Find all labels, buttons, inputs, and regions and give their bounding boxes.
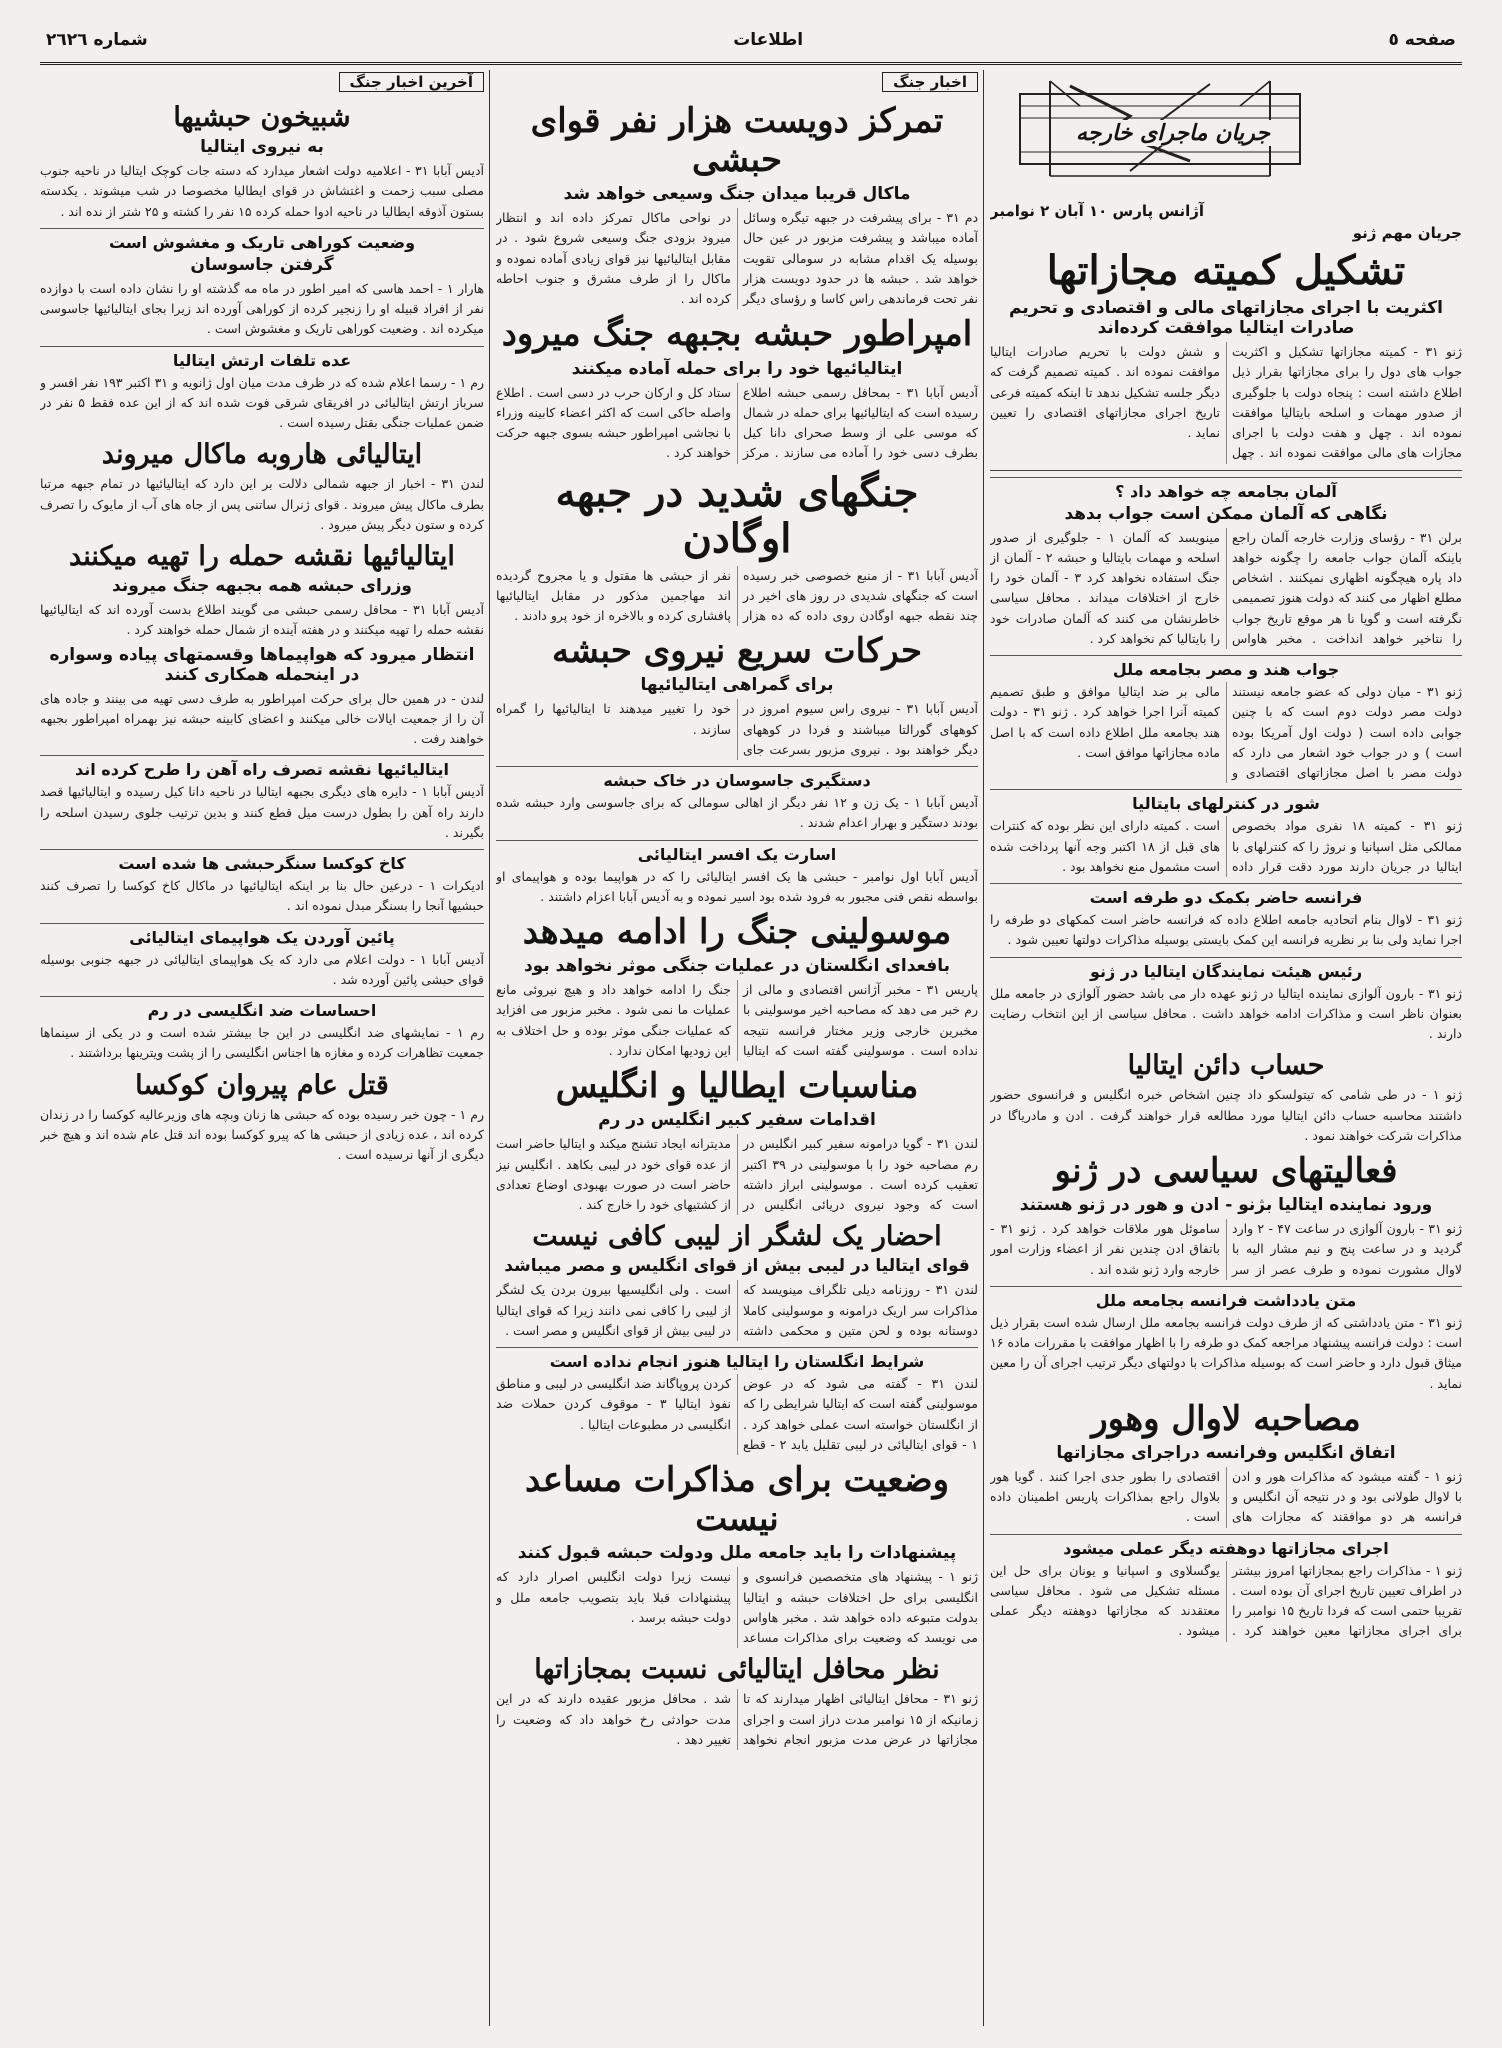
headline: حرکات سریع نیروی حبشه <box>552 631 922 672</box>
article-body: ژنو ۳۱ - کمیته ۱۸ نفری مواد بخصوص ممالکی مثل اسپانیا و نروژ را که کنترلهای با ایتالیا در جریان دارند مورد دقت قرار داده است . کمیته دارای این نظر بوده که کنترات های قبل از ۱۸ اکتبر وجه آنها پرداخت شده است مشمول منع نخواهد بود . <box>990 818 1462 874</box>
article-title: احساسات ضد انگلیسی در رم <box>40 996 484 1020</box>
paper-name: اطلاعات <box>733 30 804 50</box>
article-body: هارار ۱ - احمد هاسی که امیر اطور در ماه مه گذشته او را نشان داده است با دوازده نفر از افراد قبیله او را زنجیر کرده از کوراهی آورده اند زیرا بجای ایتالیائیها جاسوسی میکرده اند . وضعیت کوراهی تاریک و مغشوش است . <box>40 280 484 337</box>
article-body: آدیس آبابا اول نوامبر - حبشی ها یک افسر ایتالیائی را که در هواپیما بوده و هواپیمای او بواسطه نقص فنی مجبور به فرود شده بود اسیر نموده و به آدیس آبابا اعزام داشتند . <box>496 868 978 904</box>
article-title: شور در کنترلهای بایتالیا <box>990 789 1462 813</box>
article-title: جواب هند و مصر بجامعه ملل <box>990 655 1462 679</box>
article-body: آدیس آبابا ۳۱ - اعلامیه دولت اشعار میدارد که دسته جات کوچک ایتالیا در ناحیه جنوب مصلی سبب زحمت و اغتشاش در قوای ایطالیا مخصوصا در شب میشوند . یکدسته بستون آذوقه ایطالیا در ناحیه ادوا حمله کرده ۱۵ نفر را کشته و ۲۵ شتر از نده اند . <box>40 163 484 219</box>
subheadline: بافعدای انگلستان در عملیات جنگی موثر نخواهد بود <box>523 956 951 977</box>
article-body: آدیس آبابا ۳۱ - از منبع خصوصی خبر رسیده است که جنگهای شدیدی در روز های اخیر در چند نقطه جبهه اوگادن روی داده که ده هزار نفر از حبشی ها مقتول و یا مجروح گردیده اند مهاجمین مذکور در مقابل ایتالیائیها پافشاری کرده و بالاخره از خود پرو دادند . <box>496 567 978 624</box>
section-label: آخرین اخبار جنگ <box>339 72 485 92</box>
issue-number: شماره ٢٦٢٦ <box>46 30 148 50</box>
headline: جنگهای شدید در جبهه اوگادن <box>555 468 919 562</box>
headline: مصاحبه لاوال وهور <box>1091 1398 1361 1439</box>
article-title: عده تلفات ارتش ایتالیا <box>40 346 484 370</box>
article-title: آلمان بجامعه چه خواهد داد ؟ <box>990 477 1462 501</box>
article-title: اجرای مجازاتها دوهفته دیگر عملی میشود <box>990 1534 1462 1558</box>
subheadline: اتفاق انگلیس وفرانسه دراجرای مجازاتها <box>1056 1442 1396 1463</box>
right-column <box>990 70 1462 2026</box>
headline: وضعیت برای مذاکرات مساعد نیست <box>524 1460 950 1540</box>
subheadline: به نیروی ایتالیا <box>200 137 324 158</box>
subheadline: برای گمراهی ایتالیائیها <box>640 675 834 696</box>
article-body: آدیس آبابا ۱ - دولت اعلام می دارد که یک هواپیمای ایتالیائی در جبهه جنوبی بوسیله قوای حبشی پائین آورده شد . <box>40 951 484 987</box>
headline: قتل عام پیروان کوکسا <box>135 1069 389 1101</box>
article-body: آدیس آبابا ۱ - یک زن و ۱۲ نفر دیگر از اهالی سومالی که برای جاسوسی وارد حبشه شده بودند دستگیر و بهرار اعدام شدند . <box>496 795 978 831</box>
column-rule <box>983 70 984 2026</box>
headline: امپراطور حبشه بجبهه جنگ میرود <box>501 314 973 355</box>
article-body: لندن ۳۱ - گفته می شود که در عوض موسولینی گفته است که ایتالیا شرایطی را که از انگلستان خواسته است عملی خواهد کرد . ۱ - قوای ایتالیائی در لیبی تقلیل یابد ۲ - قطع کردن پروپاگاند ضد انگلیسی در لیبی و مناطق نفوذ ایتالیا ۳ - موقوف کردن حملات ضد انگلیسی در مطبوعات ایتالیا . <box>496 1376 978 1452</box>
headline: تشکیل کمیته مجازاتها <box>1046 247 1406 294</box>
headline: حساب دائن ایتالیا <box>1127 1050 1325 1082</box>
page-number: صفحه ٥ <box>1388 30 1456 50</box>
subheadline: پیشنهادات را باید جامعه ملل ودولت حبشه قبول کنند <box>517 1543 957 1564</box>
headline: ایتالیائیها نقشه حمله را تهیه میکنند <box>69 541 455 573</box>
subheadline: ورود نماینده ایتالیا بژنو - ادن و هور در ژنو هستند <box>1019 1195 1433 1216</box>
subheadline: نگاهی که آلمان ممکن است جواب بدهد <box>1064 503 1388 524</box>
subheadline: اکثریت با اجرای مجازاتهای مالی و اقتصادی و تحریم صادرات ایتالیا موافقت کرده‌اند <box>1008 298 1443 338</box>
article-body: ژنو ۱ - گفته میشود که مذاکرات هور و ادن با لاوال طولانی بود و در نتیجه آن انگلیس و فرانسه هر دو موافقند که مجازات های اقتصادی را بطور جدی اجرا کنند . گویا هور بلاوال راجع بمذاکرات پاریس اطمینان داده است . <box>990 1468 1462 1525</box>
article-body: ژنو ۳۱ - میان دولی که عضو جامعه نیستند دولت مصر دولت دوم است که با چنین جوابی داده است ( دولت اول آمریکا بوده است ) و در جواب خود اشعار می دارد که دولت مصر با اصل مجازاتهای اقتصادی و مالی بر ضد ایتالیا موافق و طبق تصمیم کمیته آنرا اجرا خواهد کرد . ژنو ۳۱ - دولت هند بجامعه ملل اطلاع داده است که با اصل ماده مجازاتها موافق است . <box>990 684 1462 780</box>
article-body: آدیس آبابا ۱ - دایره های دیگری بجبهه ایتالیا در ناحیه دانا کیل رسیده و ایتالیائیها قصد دارند راه آهن را بطول درست میل قطع کنند و بدین ترتیب جلوی رسیدن اسلحه را بگیرند . <box>40 784 484 840</box>
article-body: آدیس آبابا ۳۱ - بمحافل رسمی حبشه اطلاع رسیده است که ایتالیائیها برای حمله در شمال که موسی علی از وسط صحرای دانا کیل بطرف دسی خود را آماده می سازند . مرکز ستاد کل و ارکان حرب در دسی است . اطلاع واصله حاکی است که اکثر اعضاء کابینه وزراء با نجاشی امپراطور حبشه بسوی جبهه حرکت خواهند کرد . <box>496 384 978 461</box>
column-rule <box>489 70 490 2026</box>
subheadline: گرفتن جاسوسان <box>190 254 334 275</box>
article-body: ژنو ۱ - مذاکرات راجع بمجازاتها امروز بیشتر در اطراف تعیین تاریخ اجرای آن بوده است . تقریبا حتمی است که فردا تاریخ ۱۵ نوامبر را برای اجرای مجازاتها معین خواهند کرد . یوگسلاوی و اسپانیا و یونان برای حل این مسئله تشکیل می شود . محافل سیاسی معتقدند که مجازاتها دوهفته دیگر عملی میشود . <box>990 1562 1462 1639</box>
article-body: لندن ۳۱ - اخبار از جبهه شمالی دلالت بر این دارد که ایتالیائیها در تمام جبهه مرتبا بطرف ماکال پیش میروند . قوای ژنرال ساتنی پس از جاه های آب از مایوک را تصرف کرده و ستون دیگر پیش میرود . <box>40 476 484 532</box>
article-body: ژنو ۳۱ - محافل ایتالیائی اظهار میدارند که تا زمانیکه از ۱۵ نوامبر مدت دراز است و اجرای مجازاتها در عرض مدت مزبور انجام نخواهد شد . محافل مزبور عقیده دارند که در این مدت حوادثی رخ خواهد داد که وضعیت را تغییر دهد . <box>496 1691 978 1747</box>
article-body: لندن - در همین حال برای حرکت امپراطور به طرف دسی تهیه می بینند و جاده های آن را از جمعیت ایالات خالی میکنند و اعضای کابینه حبشه نیز بهمراه امپراطور بجبهه خواهند رفت . <box>40 690 484 747</box>
masthead-bar <box>40 18 1462 65</box>
article-title: شرایط انگلستان را ایتالیا هنوز انجام نداده است <box>496 1347 978 1371</box>
article-body: ژنو ۳۱ - بارون آلوازی نماینده ایتالیا در ژنو عهده دار می باشد حضور آلوازی در جامعه ملل بعنوان ناظر است و مذاکرات ادامه خواهد داشت . محافل سیاسی از این انتخاب رضایت دارند . <box>990 985 1462 1041</box>
article-title: وضعیت کوراهی تاریک و مغشوش است <box>40 228 484 252</box>
headline: مناسبات ایطالیا و انگلیس <box>555 1066 919 1107</box>
foreign-news-logo <box>990 76 1462 196</box>
section-label: اخبار جنگ <box>882 72 978 92</box>
subheadline: وزرای حبشه همه بجبهه جنگ میروند <box>112 576 412 597</box>
article-title: فرانسه حاضر بکمک دو طرفه است <box>990 883 1462 907</box>
article-title: پائین آوردن یک هواپیمای ایتالیائی <box>40 923 484 947</box>
subheadline: قوای ایتالیا در لیبی بیش از قوای انگلیس و مصر میباشد <box>504 1256 970 1277</box>
article-body: دم ۳۱ - برای پیشرفت در جبهه تیگره وسائل آماده میباشد و پیشرفت مزبور در عین حال بوسیله یک اقدام مشابه در سومالی تقویت خواهد شد . حبشه ها در حدود دویست هزار نفر تحت فرماندهی راس کاسا و رؤسای دیگر در نواحی ماکال تمرکز داده اند و انتظار میرود بزودی جنگ وسیعی شروع شود . در مقابل ایتالیائیها نیز قوای زیادی آماده نموده و ماکال را از طرف مشرق و جنوب احاطه کرده اند . <box>496 210 978 307</box>
article-body: پاریس ۳۱ - مخبر آژانس اقتصادی و مالی از رم خبر می دهد که مصاحبه اخیر موسولینی با مخبرین خارجی وزیر مختار فرانسه نتیجه نداده است . موسولینی گفته است که ایتالیا جنگ را ادامه خواهد داد و هیچ نیروئی مانع عملیات ما نمی شود . مخبر مزبور می افزاید که عملیات جنگی موثر بوده و حل اختلاف به این زودیها امکان ندارد . <box>496 982 978 1058</box>
article-title: متن یادداشت فرانسه بجامعه ملل <box>990 1286 1462 1310</box>
subheadline: ماکال قریبا میدان جنگ وسیعی خواهد شد <box>563 184 911 205</box>
article-body: ژنو ۱ - پیشنهاد های متخصصین فرانسوی و انگلیسی برای حل اختلافات حبشه و ایتالیا بدولت متبوعه داده خواهد شد . مخبر هاواس می نویسد که وضعیت برای مذاکرات مساعد نیست زیرا دولت انگلیس اصرار دارد که پیشنهادات قبلا باید بتصویب جامعه ملل و دولت حبشه برسد . <box>496 1569 978 1646</box>
headline: ایتالیائی هاروبه ماکال میروند <box>101 439 423 471</box>
article-title: کاخ کوکسا سنگرحبشی ها شده است <box>40 849 484 873</box>
article-body: رم ۱ - رسما اعلام شده که در ظرف مدت میان اول ژانویه و ۳۱ اکتبر ۱۹۳ نفر افسر و سرباز ارتش ایتالیائی در افریقای شرقی فوت شده اند که از این عده فقط ۵ نفر در ضمن عملیات جنگی بقتل رسیده است . <box>40 374 484 431</box>
headline: احضار یک لشگر از لیبی کافی نیست <box>532 1221 942 1253</box>
section-label: جریان مهم ژنو <box>1352 224 1462 242</box>
subheadline: ایتالیائیها خود را برای حمله آماده میکنند <box>571 358 903 379</box>
article-body: ادیکرات ۱ - درعین حال بنا بر اینکه ایتالیائیها در ماکال کاخ کوکسا را تصرف کنند حبشیها آنجا را بسنگر مبدل نموده اند . <box>40 878 484 914</box>
logo-caption: جریان ماجرای خارجه <box>1070 120 1276 146</box>
article-body: آدیس آبابا ۳۱ - نیروی راس سیوم امروز در کوههای گورالتا میباشند و فردا در کوههای دیگر خواهند بود . نیروی مزبور بسرعت جای خود را تغییر میدهند تا ایتالیائیها را گمراه سازند . <box>496 701 978 757</box>
article-body: برلن ۳۱ - رؤسای وزارت خارجه آلمان راجع باینکه آلمان جواب جامعه را چگونه خواهد داد پاره هیچگونه اظهاری نمیکنند . اشخاص مطلع اظهار می کنند که دولت هنوز تصمیمی نگرفته است و گویا نا هر موقع تاریخ جواب را نتاخیر خواهد انداخت . مخبر هاواس مینویسد که آلمان ۱ - جلوگیری از صدور اسلحه و مهمات بایتالیا و حبشه ۲ - آلمان از جنگ استفاده نخواهد کرد ۳ - آلمان خود را خارج از اختلافات میداند . محافل سیاسی خاطرنشان می کنند که آلمان صادرات خود را بایتالیا کم نخواهد کرد . <box>990 529 1462 646</box>
subheadline: اقدامات سفیر کبیر انگلیس در رم <box>598 1110 876 1131</box>
subheadline: انتظار میرود که هواپیماها وقسمتهای پیاده وسواره در اینحمله همکاری کنند <box>49 644 475 685</box>
article-body: آدیس آبابا ۳۱ - محافل رسمی حبشی می گویند اطلاع بدست آورده اند که ایتالیائیها نقشه حمله را تهیه میکنند و در هفته آینده از شمال حمله خواهند کرد . <box>40 602 484 638</box>
headline: نظر محافل ایتالیائی نسبت بمجازاتها <box>534 1654 940 1686</box>
article-title: اسارت یک افسر ایتالیائی <box>496 840 978 864</box>
article-body: ژنو ۳۱ - متن یادداشتی که از طرف دولت فرانسه بجامعه ملل ارسال شده است بقرار ذیل است : دولت فرانسه پیشنهاد مراجعه کمک دو طرفه را با اظهار موافقت با مقررات ماده ۱۶ میثاق قبول دارد و حاضر است که بوسیله مذاکرات با دولتهای دیگر ترتیب اجرای آن را معین نماید . <box>990 1314 1462 1391</box>
headline: شبیخون حبشیها <box>173 102 351 133</box>
middle-column <box>496 70 978 2026</box>
article-title: رئیس هیئت نمایندگان ایتالیا در ژنو <box>990 957 1462 981</box>
headline: فعالیتهای سیاسی در ژنو <box>1054 1151 1398 1192</box>
article-title: دستگیری جاسوسان در خاک حبشه <box>496 766 978 790</box>
article-body: لندن ۳۱ - روزنامه دیلی تلگراف مینویسد که مذاکرات سر اریک درامونه و موسولینی کاملا دوستانه بوده و لحن متین و محکمی داشته است . ولی انگلیسیها بیرون بردن یک لشگر از لیبی را کافی نمی دانند زیرا که قوای ایتالیا در لیبی بیش از قوای انگلیس و مصر است . <box>496 1282 978 1338</box>
article-body: ژنو ۱ - در طی شامی که تیتولسکو داد چنین اشخاص خبره انگلیس و فرانسوی حضور داشتند محاسبه حساب دائن ایتالیا مورد مطالعه قرار خواهند گرفت . ادن و مادریاگا در مذاکرات شرکت خواهند نمود . <box>990 1087 1462 1143</box>
article-body: ژنو ۳۱ - کمیته مجازاتها تشکیل و اکثریت جواب های دول را برای مجازاتها بقرار ذیل اطلاع داشته است : پنجاه دولت با جلوگیری از صدور مهمات و اسلحه بایتالیا موافقت نموده اند . چهل و هفت دولت با اجرای مجازات های مالی موافقت نموده اند . چهل و شش دولت با تحریم صادرات ایتالیا موافقت نموده اند . کمیته تصمیم گرفت که دیگر جلسه تشکیل ندهد تا اینکه کمیته فرعی تاریخ اجرای مجازاتهای اقتصادی را تعیین نماید . <box>990 344 1462 461</box>
headline: موسولینی جنگ را ادامه میدهد <box>522 912 952 953</box>
article-body: رم ۱ - چون خبر رسیده بوده که حبشی ها زنان وبچه های وزیرعالیه کوکسا را در زندان کرده اند ، عده زیادی از حبشی ها که پیرو کوکسا بوده اند قتل عام شده اند و هیچ خبر دیگری از آنها نرسیده است . <box>40 1106 484 1163</box>
article-body: ژنو ۳۱ - لاوال بنام اتحادیه جامعه اطلاع داده که فرانسه حاضر است کمکهای دو طرفه را اجرا نماید ولی بنا بر نظریه فرانسه این کمک بایستی بوسیله مذاکرات دولتها تعیین شود . <box>990 912 1462 948</box>
article-body: ژنو ۳۱ - بارون آلوازی در ساعت ۴۷ - ۲ وارد گردید و در ساعت پنج و نیم مشار الیه با لاوال مشورت نموده و طرف عصر از سر ساموئل هور ملاقات خواهد کرد . ژنو ۳۱ - باتفاق ادن چندین نفر از اعضاء وزارت امور خارجه وارد ژنو شده اند . <box>990 1221 1462 1277</box>
article-body: رم ۱ - نمایشهای ضد انگلیسی در این جا بیشتر شده است و در یکی از سینماها جمعیت تظاهرات کرده و مغازه ها اجناس انگلیسی را از پشت ویترینها برداشتند . <box>40 1025 484 1061</box>
left-column <box>40 70 484 2026</box>
article-body: لندن ۳۱ - گویا درامونه سفیر کبیر انگلیس در رم مصاحبه خود را با موسولینی در ۳۹ اکتبر تعقیب کرده است . موسولینی ابراز داشته است که وجود نیروی دریائی انگلیس در مدیترانه ایجاد تشنج میکند و ایتالیا حاضر است از عده قوای خود در لیبی بکاهد . انگلیس نیز حاضر است در صورت بهبودی اوضاع تعدادی از کشتیهای خود را خارج کند . <box>496 1136 978 1213</box>
dateline: آژانس پارس ۱۰ آبان ۲ نوامبر <box>990 202 1205 220</box>
headline: تمرکز دویست هزار نفر قوای حبشی <box>530 101 944 181</box>
article-title: ایتالیائیها نقشه تصرف راه آهن را طرح کرده اند <box>40 755 484 779</box>
divider <box>990 470 1462 471</box>
